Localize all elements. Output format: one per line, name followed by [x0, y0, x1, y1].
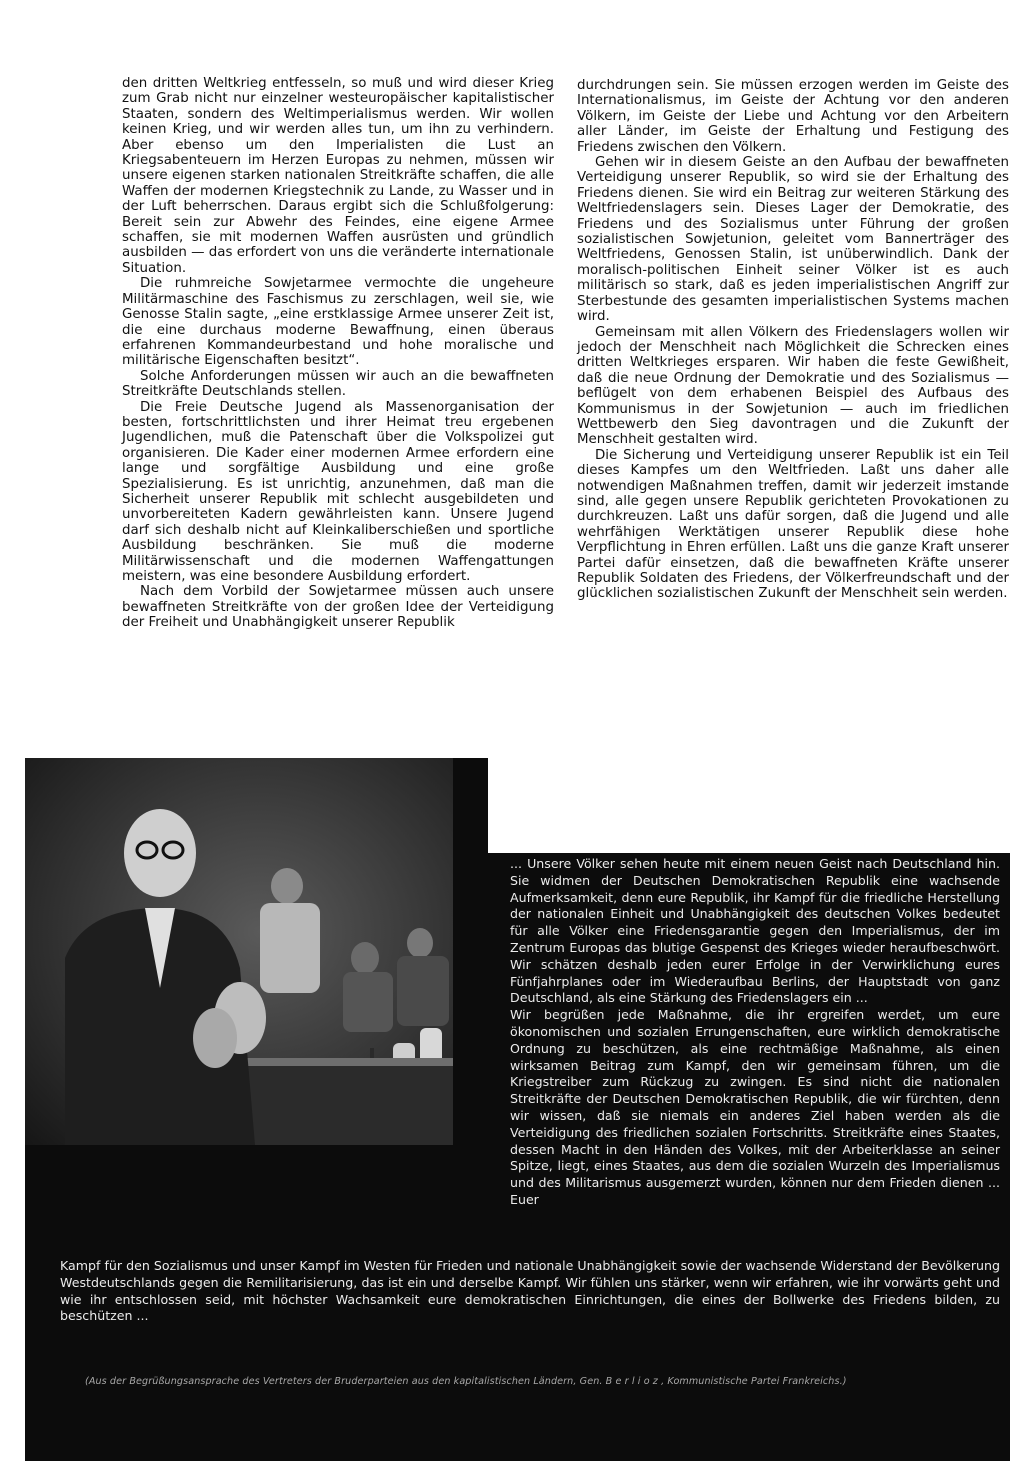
left-text-column	[122, 76, 554, 631]
white-margin	[488, 758, 1010, 853]
source-note: (Aus der Begrüßungsansprache des Vertreters der Bruderparteien aus den kapitalistischen Ländern, Gen. B e r l i o z , Kommunistische Partei Frankreichs.)	[85, 1376, 847, 1387]
paragraph: Die Freie Deutsche Jugend als Massenorganisation der besten, fortschrittlichsten und ihrer Heimat treu ergebenen Jugendlichen, muß die Patenschaft über die Volkspolizei gut organisieren. Die Kader einer modernen Armee erfordern eine lange und sorgfältige Ausbildung und eine große Spezialisierung. Es ist unrichtig, anzunehmen, daß man die Sicherheit unserer Republik mit schlecht ausgebildeten und unvorbereiteten Kadern gewährleisten kann. Unsere Jugend darf sich deshalb nicht auf Kleinkaliberschießen und sportliche Ausbildung beschränken. Sie muß die moderne Militärwissenschaft und die modernen Waffengattungen meistern, was eine besondere Ausbildung erfordert.	[122, 399, 554, 584]
quote-paragraph: Kampf für den Sozialismus und unser Kampf im Westen für Frieden und nationale Unabhängigkeit sowie der wachsende Widerstand der Bevölkerung Westdeutschlands gegen die Remilitarisierung, das ist ein und derselbe Kampf. Wir fühlen uns stärker, wenn wir erfahren, wie ihr vorwärts geht und wie ihr entschlossen seid, mit höchster Wachsamkeit eure demokratischen Einrichtungen, die eines der Bollwerke des Friedens bilden, zu beschützen ...	[60, 1258, 1000, 1324]
photo-quote-block	[25, 758, 1010, 1461]
paragraph: Nach dem Vorbild der Sowjetarmee müssen auch unsere bewaffneten Streitkräfte von der großen Idee der Verteidigung der Freiheit und Unabhängigkeit unserer Republik	[122, 584, 554, 631]
paragraph: Gemeinsam mit allen Völkern des Friedenslagers wollen wir jedoch der Menschheit nach Möglichkeit die Schrecken eines dritten Weltkrieges ersparen. Wir haben die feste Gewißheit, daß die neue Ordnung der Demokratie und des Sozialismus — beflügelt von dem erhabenen Beispiel des Aufbaus des Kommunismus in der Sowjetunion — auch im friedlichen Wettbewerb den Sieg davontragen und die Zukunft der Menschheit gestalten wird.	[577, 324, 1009, 448]
quote-text-right	[510, 856, 1000, 1209]
paragraph: Solche Anforderungen müssen wir auch an die bewaffneten Streitkräfte Deutschlands stellen.	[122, 368, 554, 400]
speaker-photo	[25, 758, 453, 1145]
paragraph: Die ruhmreiche Sowjetarmee vermochte die ungeheure Militärmaschine des Faschismus zu zerschlagen, weil sie, wie Genosse Stalin sagte, „eine erstklassige Armee unserer Zeit ist, die eine durchaus moderne Bewaffnung, einen überaus erfahrenen Kommandeurbestand und hohe moralische und militärische Eigenschaften besitzt“.	[122, 276, 554, 369]
quote-text-bottom	[60, 1258, 1000, 1325]
paragraph: durchdrungen sein. Sie müssen erzogen werden im Geiste des Internationalismus, im Geiste der Achtung vor den anderen Völkern, im Geiste der Liebe und Achtung vor den Arbeitern aller Länder, im Geiste der Erhaltung und Festigung des Friedens zwischen den Völkern.	[577, 78, 1009, 155]
paragraph: Gehen wir in diesem Geiste an den Aufbau der bewaffneten Verteidigung unserer Republik, so wird sie der Erhaltung des Friedens dienen. Sie wird ein Beitrag zur weiteren Stärkung des Weltfriedenslagers sein. Dieses Lager der Demokratie, des Friedens und des Sozialismus unter Führung der großen sozialistischen Sowjetunion, geleitet vom Bannerträger des Weltfriedens, Genossen Stalin, ist unüberwindlich. Dank der moralisch-politischen Einheit seiner Völker ist es auch militärisch so stark, daß es jeden imperialistischen Angriff zur Sterbestunde des gesamten imperialistischen Systems machen wird.	[577, 155, 1009, 325]
quote-paragraph: Wir begrüßen jede Maßnahme, die ihr ergreifen werdet, um eure ökonomischen und sozialen Errungenschaften, eure wirklich demokratische Ordnung zu beschützen, als eine rechtmäßige Maßnahme, als einen wirksamen Beitrag zum Kampf, den wir gemeinsam führen, um die Kriegstreiber zum Rückzug zu zwingen. Es sind nicht die nationalen Streitkräfte der Deutschen Demokratischen Republik, die wir fürchten, denn wir wissen, daß sie niemals ein anderes Ziel haben werden als die Verteidigung des friedlichen sozialen Fortschritts. Streitkräfte eines Staates, dessen Macht in den Händen des Volkes, mit der Arbeiterklasse an seiner Spitze, liegt, eines Staates, aus dem die sozialen Wurzeln des Imperialismus und des Militarismus ausgemerzt wurden, können nur dem Frieden dienen ... Euer	[510, 1007, 1000, 1207]
paragraph: Die Sicherung und Verteidigung unserer Republik ist ein Teil dieses Kampfes um den Weltfrieden. Laßt uns daher alle notwendigen Maßnahmen treffen, damit wir jederzeit imstande sind, alle gegen unsere Republik gerichteten Provokationen zu durchkreuzen. Laßt uns dafür sorgen, daß die Jugend und alle wehrfähigen Werktätigen unserer Republik diese hohe Verpflichtung in Ehren erfüllen. Laßt uns die ganze Kraft unserer Partei dafür einsetzen, daß die bewaffneten Kräfte unserer Republik Soldaten des Friedens, der Völkerfreundschaft und der glücklichen sozialistischen Zukunft der Menschheit sein werden.	[577, 447, 1009, 602]
right-text-column	[577, 78, 1009, 602]
photo-illustration	[25, 758, 453, 1145]
paragraph: den dritten Weltkrieg entfesseln, so muß und wird dieser Krieg zum Grab nicht nur einzelner westeuropäischer kapitalistischer Staaten, sondern des Weltimperialismus werden. Wir wollen keinen Krieg, und wir werden alles tun, um ihn zu verhindern. Aber ebenso um den Imperialisten die Lust an Kriegsabenteuern im Herzen Europas zu nehmen, müssen wir unsere eigenen starken nationalen Streitkräfte schaffen, die alle Waffen der modernen Kriegstechnik zu Lande, zu Wasser und in der Luft beherrschen. Daraus ergibt sich die Schlußfolgerung: Bereit sein zur Abwehr des Feindes, eine eigene Armee schaffen, sie mit modernen Waffen ausrüsten und gründlich ausbilden — das erfordert von uns die veränderte internationale Situation.	[122, 76, 554, 276]
quote-paragraph: ... Unsere Völker sehen heute mit einem neuen Geist nach Deutschland hin. Sie widmen der Deutschen Demokratischen Republik eine wachsende Aufmerksamkeit, denn eure Republik, ihr Kampf für die friedliche Herstellung der nationalen Einheit und Unabhängigkeit des deutschen Volkes bedeutet für alle Völker eine Friedensgarantie gegen den Imperialismus, der im Zentrum Europas das blutige Gespenst des Krieges wieder heraufbeschwört. Wir schätzen deshalb jeden eurer Erfolge in der Verwirklichung eures Fünfjahrplanes oder im Wiederaufbau Berlins, der Hauptstadt von ganz Deutschland, als eine Stärkung des Friedenslagers ein ...	[510, 856, 1000, 1006]
